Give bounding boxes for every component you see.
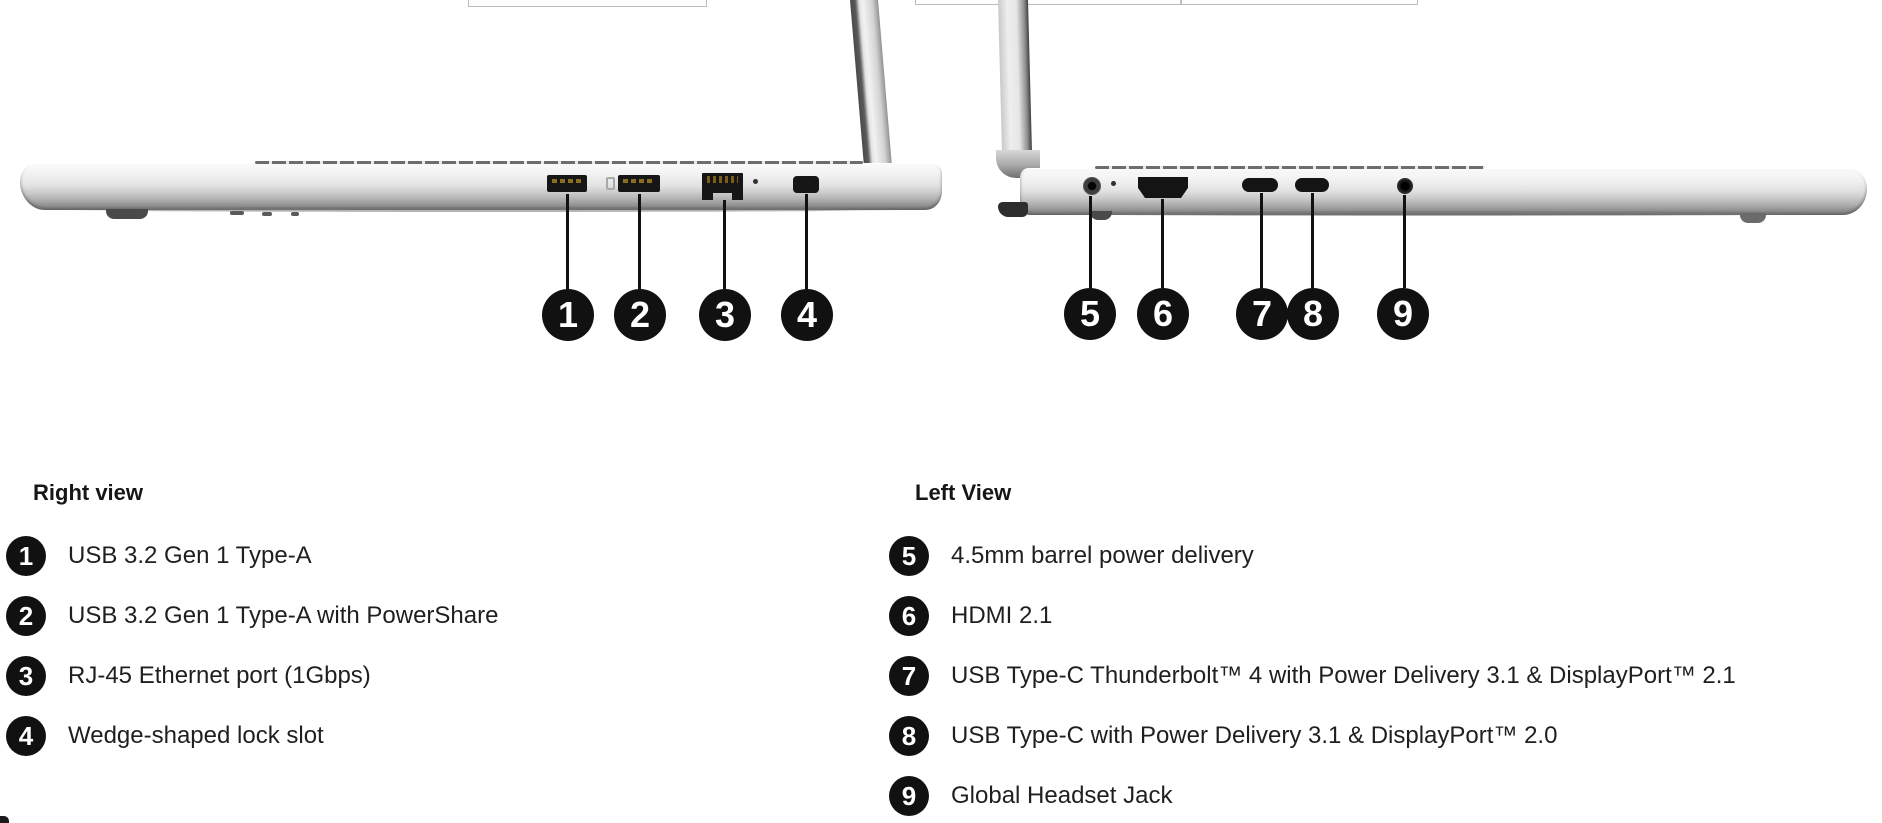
rj45-tab (702, 192, 713, 200)
legend-number: 3 (18, 661, 34, 691)
laptop-screen-top-edge (915, 0, 1181, 5)
barrel-power-port (1083, 177, 1101, 195)
legend-label: RJ-45 Ethernet port (1Gbps) (68, 662, 371, 689)
legend-item-5 (889, 536, 1254, 576)
callout-8 (1287, 288, 1339, 340)
keyboard-edge (1095, 166, 1485, 169)
callout-line-6 (1161, 199, 1164, 288)
wedge-lock-slot (793, 176, 819, 193)
callout-line-3 (723, 200, 726, 289)
callout-number: 4 (796, 294, 818, 335)
callout-number: 6 (1152, 293, 1174, 334)
legend-label: Global Headset Jack (951, 782, 1173, 809)
legend-label: USB Type-C Thunderbolt™ 4 with Power Delivery 3.1 & DisplayPort™ 2.1 (951, 662, 1736, 689)
legend-number: 7 (901, 661, 917, 691)
legend-item-1 (6, 536, 312, 576)
callout-1 (542, 289, 594, 341)
callout-line-4 (805, 194, 808, 289)
legend-number: 9 (901, 781, 917, 811)
legend-label: Wedge-shaped lock slot (68, 722, 324, 749)
legend-label: USB 3.2 Gen 1 Type-A with PowerShare (68, 602, 499, 629)
legend-item-9 (889, 776, 1172, 816)
callout-number: 1 (557, 294, 579, 335)
laptop-foot (1090, 211, 1112, 220)
usb-a-port-2 (618, 175, 660, 192)
usb-a-contacts (552, 179, 582, 183)
callout-number: 8 (1302, 293, 1324, 334)
usb-c-port (1295, 178, 1329, 192)
hinge-foot (998, 202, 1028, 217)
corner-mark (0, 816, 9, 823)
powershare-battery-icon (606, 177, 615, 190)
legend-number-badge (889, 776, 929, 816)
callout-2 (614, 289, 666, 341)
callout-line-1 (566, 194, 569, 289)
callout-number: 7 (1251, 293, 1273, 334)
laptop-under-shadow (55, 207, 915, 212)
callout-3 (699, 289, 751, 341)
legend-number: 1 (18, 541, 34, 571)
hdmi-port (1138, 177, 1188, 198)
headset-jack-port (1397, 178, 1413, 194)
legend-number-badge (889, 536, 929, 576)
legend-item-4 (6, 716, 324, 756)
legend-number-badge (889, 716, 929, 756)
callout-number: 2 (629, 294, 651, 335)
legend-item-8 (889, 716, 1557, 756)
legend-label: 4.5mm barrel power delivery (951, 542, 1254, 569)
laptop-under-shadow (1040, 211, 1830, 216)
laptop-screen-top-edge (1181, 0, 1418, 5)
rj45-tab (732, 192, 743, 200)
legend-number-badge (6, 596, 46, 636)
right-view-heading: Right view (33, 480, 144, 505)
legend-number: 6 (901, 601, 917, 631)
callout-6 (1137, 288, 1189, 340)
power-indicator-dot (1111, 181, 1116, 186)
laptop-foot (1740, 213, 1766, 223)
callout-5 (1064, 288, 1116, 340)
callout-line-2 (638, 194, 641, 289)
callout-number: 3 (714, 294, 736, 335)
bottom-vent-dash (230, 211, 244, 215)
legend-number: 5 (901, 541, 917, 571)
callout-line-8 (1311, 193, 1314, 288)
callout-4 (781, 289, 833, 341)
callout-number: 5 (1079, 293, 1101, 334)
callout-line-9 (1403, 195, 1406, 288)
legend-label: USB Type-C with Power Delivery 3.1 & DisplayPort™ 2.0 (951, 722, 1558, 749)
bottom-vent-dash (262, 212, 272, 216)
legend-label: HDMI 2.1 (951, 602, 1053, 629)
laptop-foot (106, 209, 148, 219)
legend-number-badge (6, 716, 46, 756)
callout-line-7 (1260, 193, 1263, 288)
legend-number-badge (6, 656, 46, 696)
right-view-laptop-image (0, 0, 950, 350)
legend-item-2 (6, 596, 498, 636)
keyboard-edge (255, 161, 863, 164)
left-view-heading: Left View (915, 480, 1012, 505)
legend-number-badge (889, 656, 929, 696)
callout-line-5 (1089, 196, 1092, 288)
bottom-vent-dash (291, 212, 299, 216)
rj45-contacts (707, 176, 738, 183)
legend-number: 2 (18, 601, 34, 631)
legend-number: 4 (18, 721, 34, 751)
usb-a-contacts (623, 179, 655, 183)
legend-item-7 (889, 656, 1736, 696)
usb-a-port-1 (547, 175, 587, 192)
laptop-screen-side (998, 0, 1033, 172)
legend-label: USB 3.2 Gen 1 Type-A (68, 542, 312, 569)
legend-item-3 (6, 656, 371, 696)
callout-number: 9 (1392, 293, 1414, 334)
laptop-screen-top-edge (468, 0, 707, 7)
legend-number-badge (6, 536, 46, 576)
legend-item-6 (889, 596, 1052, 636)
callout-7 (1236, 288, 1288, 340)
rj45-ethernet-port (702, 173, 743, 193)
legend-number-badge (889, 596, 929, 636)
ethernet-indicator-dot (753, 179, 758, 184)
legend-number: 8 (901, 721, 917, 751)
left-view-laptop-image (900, 0, 1882, 350)
callout-9 (1377, 288, 1429, 340)
usb-c-thunderbolt-port (1242, 178, 1278, 192)
